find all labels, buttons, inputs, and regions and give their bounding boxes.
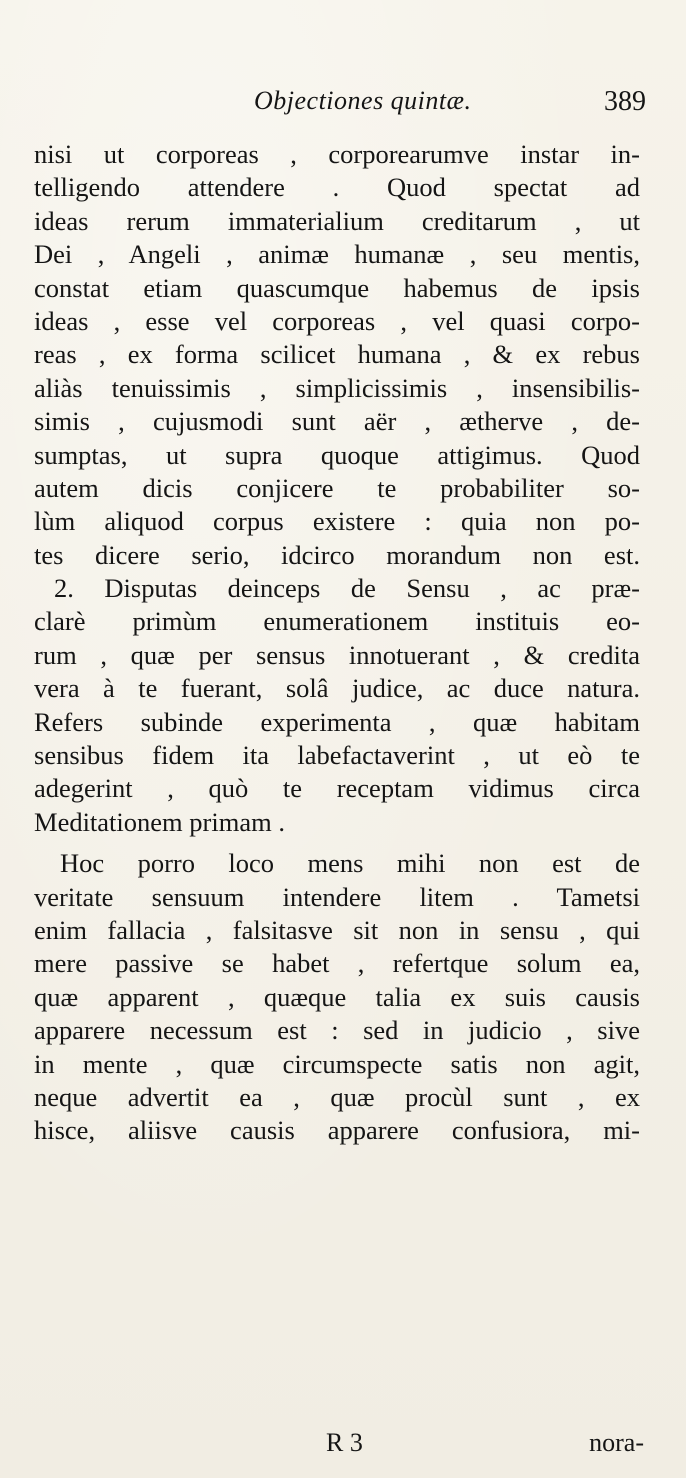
catchword: nora- bbox=[589, 1428, 644, 1457]
page-header bbox=[34, 86, 652, 130]
text-line: Hoc porro loco mens mihi non est de bbox=[60, 848, 640, 879]
text-line: lùm aliquod corpus existere : quia non po- bbox=[34, 506, 640, 537]
text-line: clarè primùm enumerationem instituis eo- bbox=[34, 606, 640, 637]
text-line: tes dicere serio, idcirco morandum non est. bbox=[34, 539, 640, 570]
text-line: adegerint , quò te receptam vidimus circa bbox=[34, 773, 640, 804]
text-line: ideas rerum immaterialium creditarum , ut bbox=[34, 205, 640, 236]
text-line: in mente , quæ circumspecte satis non agit, bbox=[34, 1048, 640, 1079]
text-line: Refers subinde experimenta , quæ habitam bbox=[34, 706, 640, 737]
paragraph-3 bbox=[34, 847, 640, 1148]
text-line: hisce, aliisve causis apparere confusiora, mi- bbox=[34, 1115, 640, 1146]
paragraph-gap bbox=[34, 839, 640, 847]
signature-mark: R 3 bbox=[326, 1428, 363, 1457]
text-line: quæ apparent , quæque talia ex suis causis bbox=[34, 981, 640, 1012]
paragraph-1 bbox=[34, 138, 640, 572]
page-number: 389 bbox=[604, 86, 646, 117]
text-line: reas , ex forma scilicet humana , & ex rebus bbox=[34, 339, 640, 370]
text-line: nisi ut corporeas , corporearumve instar in- bbox=[34, 139, 640, 169]
text-line: vera à te fuerant, solâ judice, ac duce natura. bbox=[34, 673, 640, 704]
text-line: veritate sensuum intendere litem . Tametsi bbox=[34, 881, 640, 912]
text-line: Meditationem primam . bbox=[34, 806, 285, 837]
text-line: simis , cujusmodi sunt aër , ætherve , de- bbox=[34, 406, 640, 437]
text-line: sensibus fidem ita labefactaverint , ut eò te bbox=[34, 740, 640, 771]
text-line: telligendo attendere . Quod spectat ad bbox=[34, 172, 640, 203]
text-line: apparere necessum est : sed in judicio , sive bbox=[34, 1015, 640, 1046]
text-line: neque advertit ea , quæ procùl sunt , ex bbox=[34, 1081, 640, 1112]
text-line: Dei , Angeli , animæ humanæ , seu mentis, bbox=[34, 239, 640, 270]
text-line: sumptas, ut supra quoque attigimus. Quod bbox=[34, 439, 640, 470]
text-line: rum , quæ per sensus innotuerant , & credita bbox=[34, 639, 640, 670]
text-line: aliàs tenuissimis , simplicissimis , insensibilis- bbox=[34, 372, 640, 403]
body-text bbox=[34, 138, 640, 1148]
text-line: 2. Disputas deinceps de Sensu , ac præ- bbox=[54, 573, 640, 604]
text-line: constat etiam quascumque habemus de ipsis bbox=[34, 272, 640, 303]
paragraph-2 bbox=[34, 572, 640, 839]
text-line: ideas , esse vel corporeas , vel quasi corpo- bbox=[34, 305, 640, 336]
running-title: Objectiones quintæ. bbox=[254, 86, 472, 115]
text-line: mere passive se habet , refertque solum ea, bbox=[34, 948, 640, 979]
text-line: enim fallacia , falsitasve sit non in sensu , qui bbox=[34, 914, 640, 945]
text-line: autem dicis conjicere te probabiliter so- bbox=[34, 472, 640, 503]
